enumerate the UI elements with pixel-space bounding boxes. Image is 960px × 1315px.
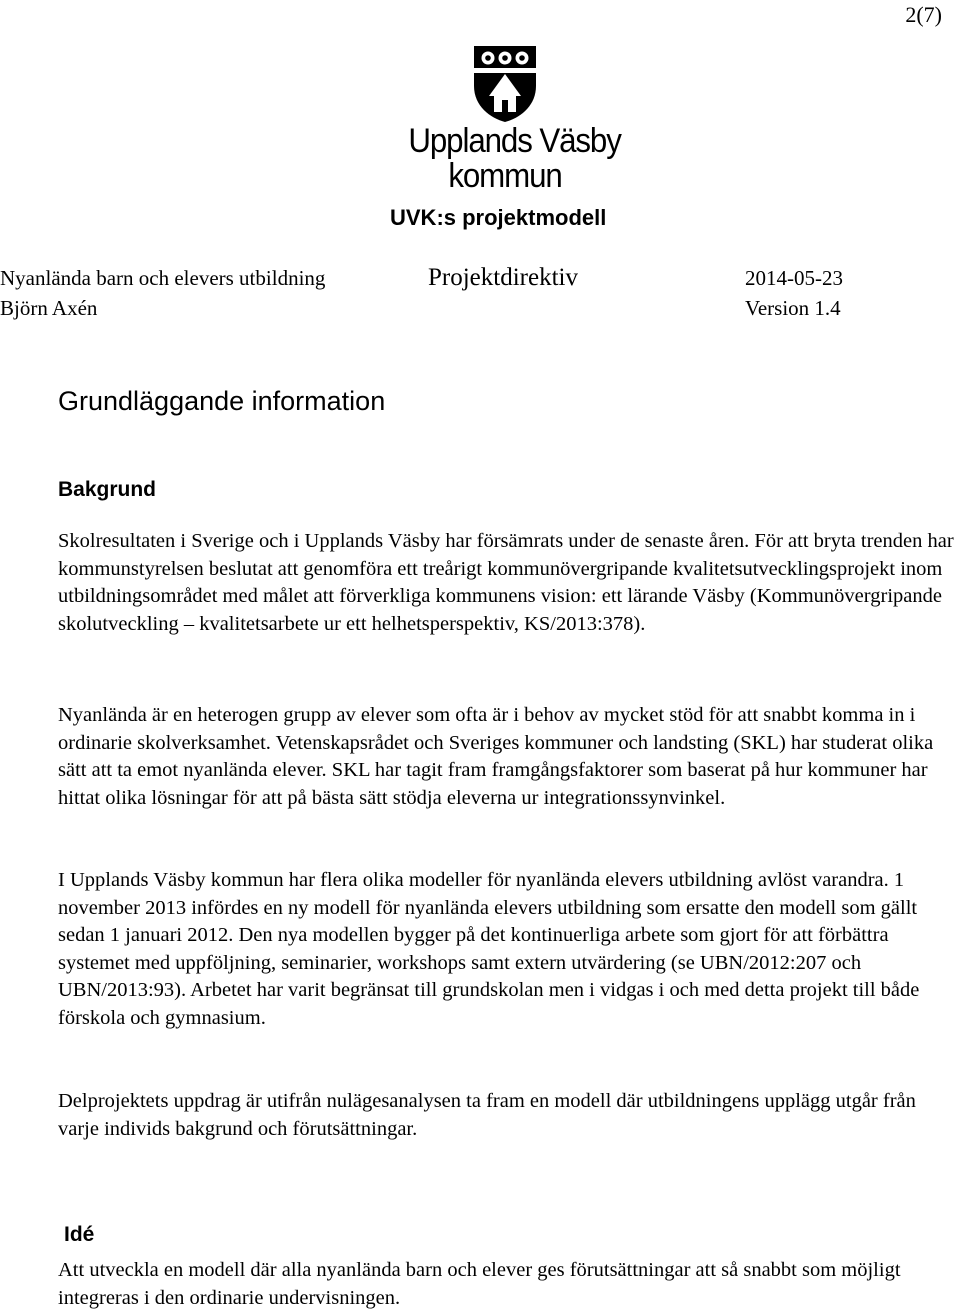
paragraph: Delprojektets uppdrag är utifrån nulägesanalysen ta fram en modell där utbildningens upplägg utgår från varje individs bakgrund och förutsättningar.	[58, 1090, 916, 1140]
municipality-logo	[400, 44, 621, 195]
page-number: 2(7)	[905, 2, 942, 27]
coat-of-arms-icon	[472, 44, 538, 124]
document-version: Version 1.4	[745, 296, 841, 320]
project-name: Nyanlända barn och elevers utbildning	[0, 266, 326, 290]
paragraph: I Upplands Väsby kommun har flera olika modeller för nyanlända elevers utbildning avlöst varandra. 1 november 2013 infördes en ny modell för nyanlända elevers utbildning som ersatte den modell som gällt sedan 1 januari 2012. Den nya modellen bygger på det kontinuerliga arbete som gjort för att förbättra systemet med uppföljning, seminarier, workshops samt extern utvärdering (se UBN/2012:207 och UBN/2013:93). Arbetet har varit begränsat till grundskolan men i vidgas i och med detta projekt till både förskola och gymnasium.	[58, 869, 920, 1029]
document-date: 2014-05-23	[745, 266, 843, 290]
paragraph: Nyanlända är en heterogen grupp av elever som ofta är i behov av mycket stöd för att snabbt komma in i ordinarie skolverksamhet. Vetenskapsrådet och Sveriges kommuner och landsting (SKL) har studerat olika sätt att ta emot nyanlända elever. SKL har tagit fram framgångsfaktorer som baserat på hur kommuner har hittat olika lösningar för att på bästa sätt stödja eleverna ur integrationssynvinkel.	[58, 704, 934, 809]
document-type: Projektdirektiv	[428, 264, 578, 291]
section-heading: Grundläggande information	[58, 386, 386, 416]
author-name: Björn Axén	[0, 296, 98, 320]
model-title: UVK:s projektmodell	[390, 205, 607, 230]
logo-text-kommun: kommun	[448, 157, 562, 195]
paragraph-ide: Att utveckla en modell där alla nyanlända barn och elever ges förutsättningar att så snabbt som möjligt integreras i den ordinarie undervisningen.	[58, 1259, 901, 1309]
subheading-bakgrund: Bakgrund	[58, 478, 157, 501]
paragraph: Skolresultaten i Sverige och i Upplands Väsby har försämrats under de senaste åren. För att bryta trenden har kommunstyrelsen beslutat att genomföra ett treårigt kommunövergripande kvalitetsutvecklingsprojekt inom utbildningsområdet med målet att förverkliga kommunens vision: ett lärande Väsby (Kommunövergripande skolutveckling – kvalitetsarbete ur ett helhetsperspektiv, KS/2013:378).	[58, 530, 954, 635]
subheading-ide: Idé	[64, 1223, 95, 1246]
logo-text-upplands-vasby: Upplands Väsby	[408, 122, 621, 160]
